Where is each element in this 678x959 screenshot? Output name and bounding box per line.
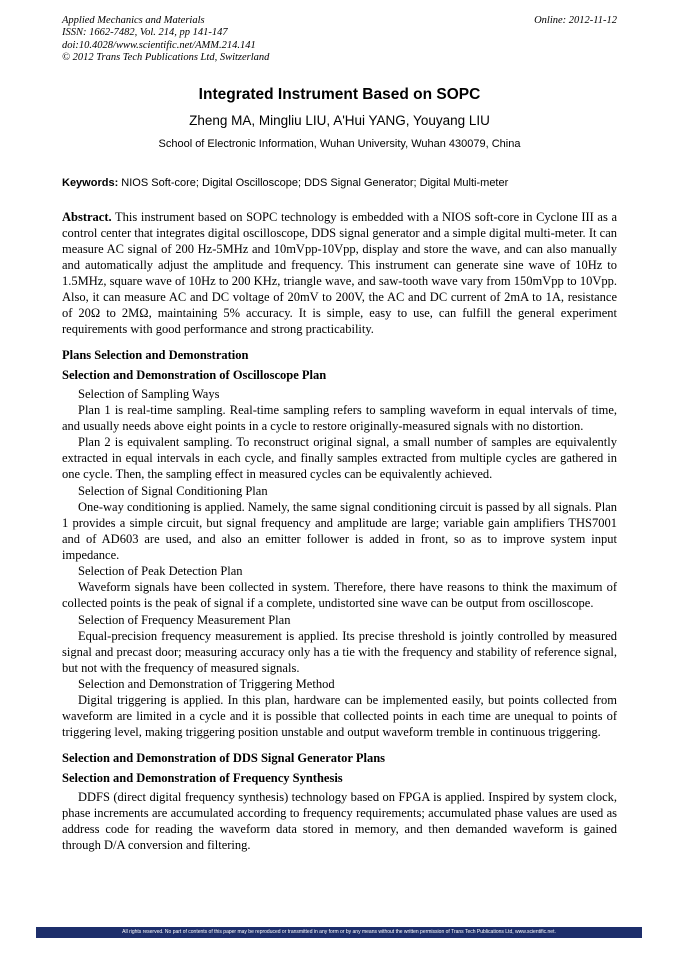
footer-text: All rights reserved. No part of contents of this paper may be reproduced or transmitted in any form or by any means without the written permission of Trans Tech Publications Ltd, www.scientific.net.	[122, 929, 556, 935]
paragraph: Plan 1 is real-time sampling. Real-time sampling refers to sampling waveform in equal intervals of time, and usually needs above eight points in a cycle to restore originally-measured signals with no distortion.	[62, 402, 617, 433]
issn-volume-pages: ISSN: 1662-7482, Vol. 214, pp 141-147	[62, 27, 228, 39]
paper-title: Integrated Instrument Based on SOPC	[198, 85, 481, 103]
paragraph: Digital triggering is applied. In this plan, hardware can be implemented easily, but points collected from waveform are limited in a cycle and it is possible that collected points in each time are unequal to points of triggering level, making triggering position unstable and output waveform tremble in continuous triggering.	[62, 693, 617, 740]
section-heading: Selection and Demonstration of Frequency Synthesis	[62, 770, 343, 785]
paragraph: Selection of Frequency Measurement Plan	[78, 612, 291, 627]
journal-title: Applied Mechanics and Materials	[62, 15, 205, 26]
keywords-label: Keywords:	[62, 176, 119, 189]
section-heading: Selection and Demonstration of Oscilloscope Plan	[62, 367, 327, 382]
paragraph: Selection of Peak Detection Plan	[78, 564, 243, 579]
keywords-text: NIOS Soft-core; Digital Oscilloscope; DDS Signal Generator; Digital Multi-meter	[118, 176, 509, 189]
section-heading: Selection and Demonstration of DDS Signal Generator Plans	[62, 750, 386, 765]
authors-line: Zheng MA, Mingliu LIU, A'Hui YANG, Youyang LIU	[189, 112, 490, 128]
abstract-paragraph	[62, 209, 617, 338]
paragraph: Selection of Signal Conditioning Plan	[78, 483, 268, 498]
section-heading: Plans Selection and Demonstration	[62, 347, 249, 362]
abstract-label: Abstract.	[62, 209, 112, 224]
doi-line: doi:10.4028/www.scientific.net/AMM.214.141	[62, 39, 256, 51]
paragraph: Selection of Sampling Ways	[78, 386, 220, 401]
footer-bar	[36, 927, 642, 938]
paragraph: One-way conditioning is applied. Namely, the same signal conditioning circuit is passed by all signals. Plan 1 provides a simple circuit, but signal frequency and amplitude are large; variable gain amplifiers THS7001 and of AD603 are used, and also an emitter follower is added in front, so as to improve system input impedance.	[62, 499, 617, 562]
paragraph: Selection and Demonstration of Triggering Method	[78, 677, 335, 691]
keywords-line	[62, 177, 617, 189]
affiliation-line: School of Electronic Information, Wuhan University, Wuhan 430079, China	[158, 137, 521, 150]
page-header	[62, 15, 617, 65]
paragraph: Equal-precision frequency measurement is applied. Its precise threshold is jointly controlled by measured signal and precast door; measuring accuracy only has a tie with the frequency and stability of reference signal, but not with the frequency of measured signals.	[62, 628, 617, 675]
abstract-text: This instrument based on SOPC technology is embedded with a NIOS soft-core in Cyclone III as a control center that integrates digital oscilloscope, DDS signal generator and a simple digital multi-meter. It can measure AC signal of 200 Hz-5MHz and 10mVpp-10Vpp, display and store the wave, and can also manually and automatically adjust the amplitude and frequency. This instrument can generate sine wave of 10Hz to 1.5MHz, square wave of 10Hz to 200 KHz, triangle wave, and saw-tooth wave vary from 150mVpp to 10Vpp. Also, it can measure AC and DC voltage of 20mV to 200V, the AC and DC current of 2mA to 1A, resistance of 20Ω to 2MΩ, maintaining 5% accuracy. It is simple, easy to use, can fulfill the general experiment requirements with good performance and strong practicability.	[62, 209, 617, 337]
paragraph: DDFS (direct digital frequency synthesis) technology based on FPGA is applied. Inspired by system clock, phase increments are accumulated according to frequency requirements; accumulated phase values are used as address code for reading the waveform data stored in memory, and then demanded waveform is gained through D/A conversion and filtering.	[62, 789, 617, 853]
copyright-line: © 2012 Trans Tech Publications Ltd, Switzerland	[62, 52, 270, 64]
journal-info	[62, 15, 269, 65]
paragraph: Plan 2 is equivalent sampling. To reconstruct original signal, a small number of samples are equivalently extracted in equal intervals in each cycle, and finally samples extracted from multiple cycles are gathered in one cycle. Then, the sampling effect in measured cycles can be equivalently achieved.	[62, 435, 617, 482]
paper-body	[62, 347, 617, 854]
paragraph: Waveform signals have been collected in system. Therefore, there have reasons to think the maximum of collected points is the peak of signal if a complete, undistorted sine wave can be output from oscilloscope.	[62, 580, 617, 611]
online-date: Online: 2012-11-12	[534, 15, 617, 26]
